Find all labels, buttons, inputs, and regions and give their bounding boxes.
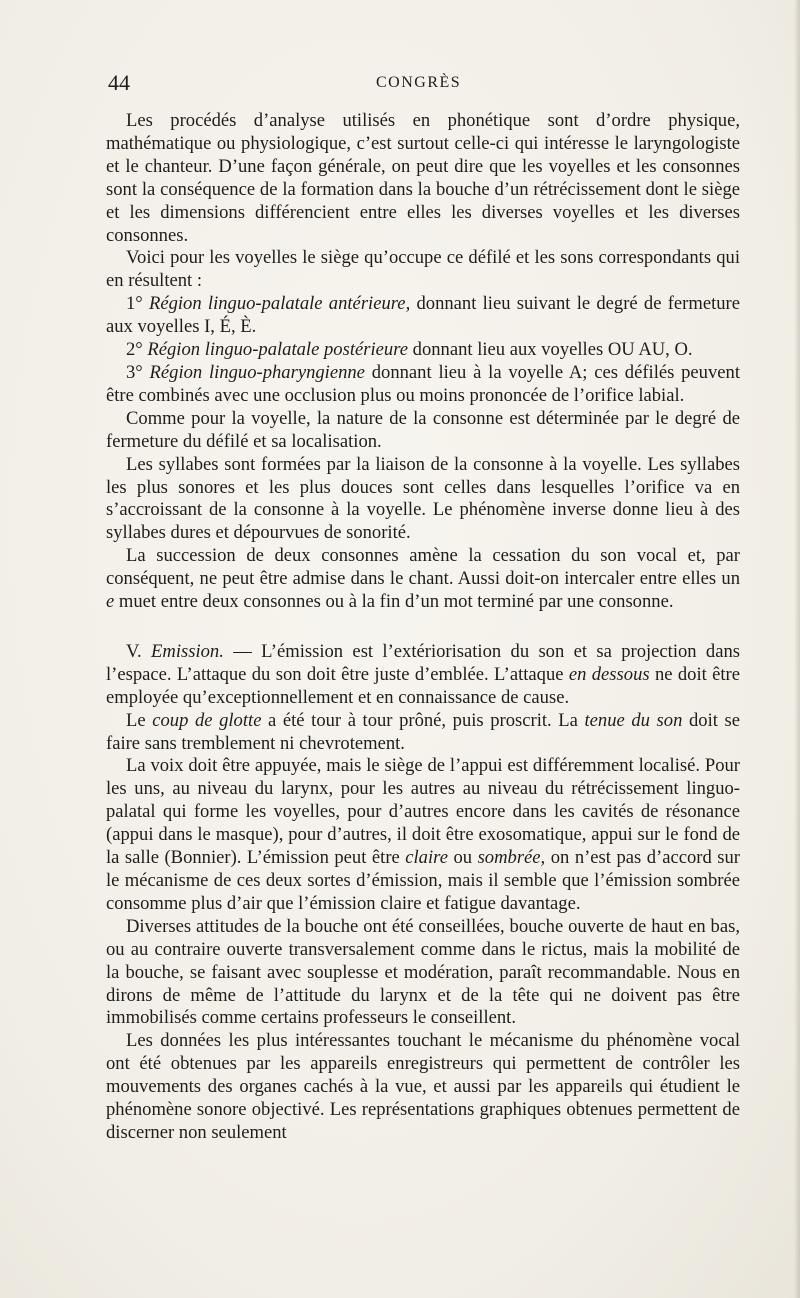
paragraph-consonant-succession bbox=[106, 545, 740, 614]
p10-italic-tenue-du-son: tenue du son bbox=[584, 709, 683, 731]
running-head: CONGRÈS bbox=[376, 74, 462, 91]
paragraph-region-1 bbox=[106, 293, 740, 339]
p8-italic-e: e bbox=[106, 591, 115, 613]
region-1-number: 1° bbox=[126, 293, 143, 315]
p9-text-e: ne doit être employée qu’exceptionnellement et en connaissance de cause. bbox=[106, 663, 740, 708]
p11-italic-sombree: sombrée, bbox=[477, 847, 546, 869]
paragraph-region-2 bbox=[106, 339, 740, 362]
paragraph-appui bbox=[106, 755, 740, 915]
region-3-number: 3° bbox=[126, 361, 143, 383]
p8-text-c: muet entre deux consonnes ou à la fin d’un mot terminé par une consonne. bbox=[114, 591, 674, 613]
region-3-title: Région linguo-pharyngienne bbox=[149, 361, 365, 383]
p8-text-a: La succession de deux consonnes amène la cessation du son vocal et, par conséquent, ne peut être admise dans le chant. Aussi doit-on intercaler entre elles un bbox=[106, 545, 740, 590]
p11-text-c: ou bbox=[447, 847, 478, 869]
region-2-number: 2° bbox=[126, 339, 143, 361]
region-2-text: donnant lieu aux voyelles OU AU, O. bbox=[408, 339, 693, 361]
paragraph-vowel-sites: Voici pour les voyelles le siège qu’occupe ce défilé et les sons correspondants qui en résultent : bbox=[106, 247, 740, 292]
paragraph-analysis-methods: Les procédés d’analyse utilisés en phonétique sont d’ordre physique, mathématique ou physiologique, c’est surtout celle-ci qui intéresse le laryngologiste et le chanteur. D’une façon générale, on peut dire que les voyelles et les consonnes sont la conséquence de la formation dans la bouche d’un rétrécissement dont le siège et les dimensions différencient entre elles les diverses voyelles et les diverses consonnes. bbox=[106, 110, 740, 246]
paragraph-region-3 bbox=[106, 362, 740, 408]
p11-text-e: on n’est pas d’accord sur le mécanisme de ces deux sortes d’émission, mais il semble que l’émission sombrée consomme plus d’air que l’émission claire et fatigue davantage. bbox=[106, 847, 741, 914]
p10-text-e: doit se faire sans tremblement ni chevrotement. bbox=[106, 709, 741, 754]
region-3-text: donnant lieu à la voyelle A; ces défilés peuvent être combinés avec une occlusion plus ou moins prononcée de l’orifice labial. bbox=[106, 361, 740, 406]
paragraph-recording-devices: Les données les plus intéressantes touchant le mécanisme du phénomène vocal ont été obtenues par les appareils enregistreurs qui permettent de contrôler les mouvements des organes cachés à la vue, et aussi par les appareils qui étudient le phénomène sonore objectivé. Les représentations graphiques obtenues permettent de discerner non seulement bbox=[106, 1030, 740, 1143]
page-number: 44 bbox=[108, 70, 130, 95]
region-1-title: Région linguo-palatale antérieure, bbox=[148, 293, 411, 315]
p9-text-c: — L’émission est l’extériorisation du son et sa projection dans l’espace. L’attaque du son doit être juste d’emblée. L’attaque bbox=[106, 640, 741, 685]
paragraph-emission bbox=[106, 641, 740, 710]
body-text bbox=[106, 110, 740, 1145]
p11-italic-claire: claire bbox=[405, 847, 448, 869]
p10-text-c: a été tour à tour prôné, puis proscrit. La bbox=[261, 709, 585, 731]
paragraph-mouth-attitudes: Diverses attitudes de la bouche ont été conseillées, bouche ouverte de haut en bas, ou au contraire ouverte transversalement comme dans le rictus, mais la mobilité de la bouche, se faisant avec souplesse et modération, paraît recommandable. Nous en dirons de même de l’attitude du larynx et de la tête qui ne doivent pas être immobilisés comme certains professeurs le conseillent. bbox=[106, 915, 740, 1029]
p10-italic-coup-de-glotte: coup de glotte bbox=[152, 709, 262, 731]
p10-text-a: Le bbox=[126, 709, 153, 731]
section-title-emission: Emission. bbox=[151, 640, 224, 662]
page-edge-shadow bbox=[794, 0, 800, 1298]
region-2-title: Région linguo-palatale postérieure bbox=[147, 339, 409, 361]
paragraph-coup-de-glotte bbox=[106, 710, 740, 756]
paragraph-consonant-nature: Comme pour la voyelle, la nature de la consonne est déterminée par le degré de fermeture du défilé et sa localisation. bbox=[106, 407, 740, 452]
p11-text-a: La voix doit être appuyée, mais le siège de l’appui est différemment localisé. Pour les uns, au niveau du larynx, pour les autres au niveau du rétrécissement linguo-palatal qui forme les voyelles, pour d’autres encore dans les cavités de résonance (appui dans le masque), pour d’autres, il doit être exosomatique, appui sur le fond de la salle (Bonnier). L’émission peut être bbox=[106, 755, 740, 869]
region-1-text: donnant lieu suivant le degré de fermeture aux voyelles I, É, È. bbox=[106, 293, 740, 338]
section-number: V. bbox=[126, 640, 152, 662]
paragraph-syllables: Les syllabes sont formées par la liaison de la consonne à la voyelle. Les syllabes les plus sonores et les plus douces sont celles dans lesquelles l’orifice va en s’accroissant de la consonne à la voyelle. Le phénomène inverse donne lieu à des syllabes dures et dépourvues de sonorité. bbox=[106, 453, 740, 544]
p9-italic-en-dessous: en dessous bbox=[568, 663, 650, 685]
page-header bbox=[108, 64, 738, 100]
